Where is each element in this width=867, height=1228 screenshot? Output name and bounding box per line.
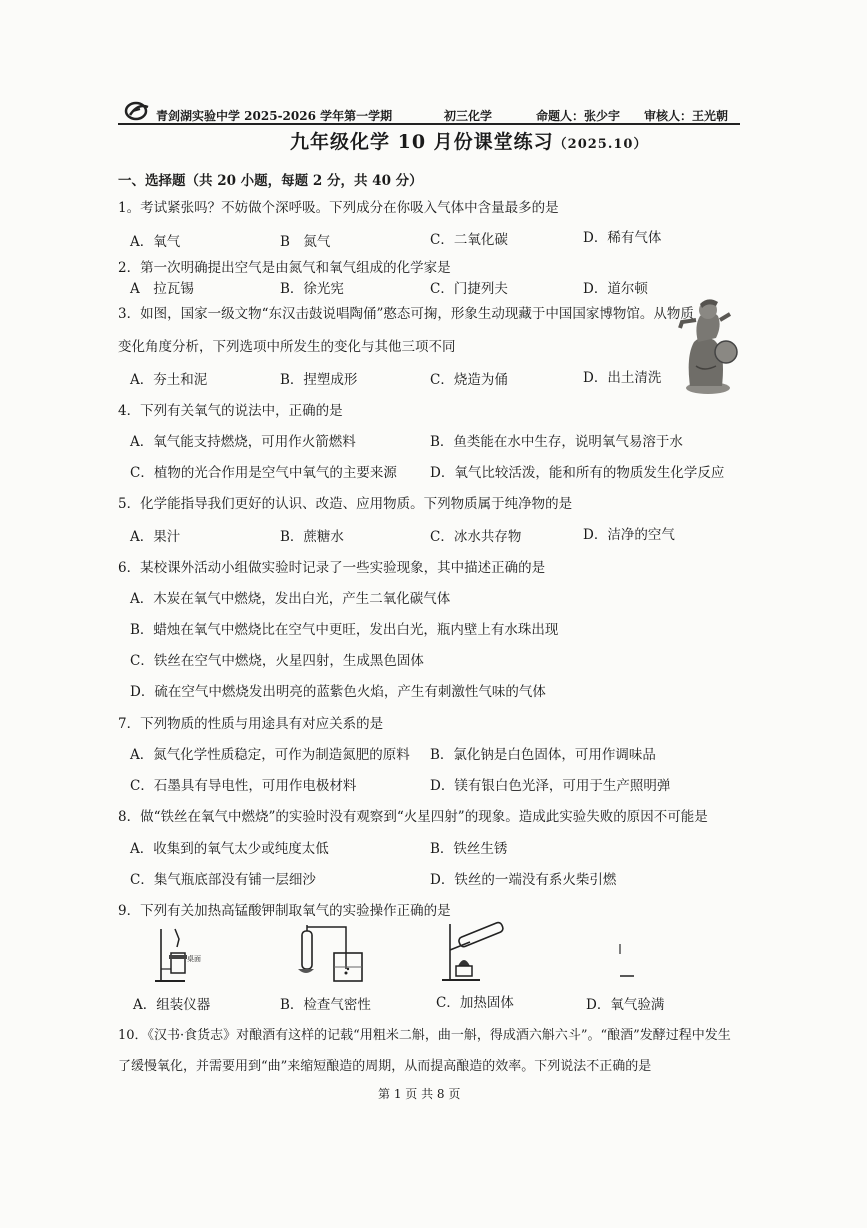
question-9-stem: 9．下列有关加热高锰酸钾制取氧气的实验操作正确的是 [118,903,451,919]
q2-option-d[interactable]: D．道尔顿 [583,281,648,297]
q7-option-c[interactable]: C．石墨具有导电性，可用作电极材料 [130,778,357,794]
q8-option-a[interactable]: A．收集到的氧气太少或纯度太低 [130,841,329,857]
setter-label: 命题人：张少宇 [536,109,621,123]
question-7-stem: 7．下列物质的性质与用途具有对应关系的是 [118,716,384,732]
q4-option-c[interactable]: C．植物的光合作用是空气中氧气的主要来源 [130,465,397,481]
question-3-stem: 3．如图，国家一级文物“东汉击鼓说唱陶俑”憨态可掬，形象生动现藏于中国国家博物馆。从物质 [118,306,694,322]
q8-option-d[interactable]: D．铁丝的一端没有系火柴引燃 [430,872,617,888]
q6-option-d[interactable]: D．硫在空气中燃烧发出明亮的蓝紫色火焰，产生有刺激性气味的气体 [130,684,546,700]
q1-option-c[interactable]: C．二氧化碳 [430,232,508,248]
q4-option-d[interactable]: D．氧气比较活泼，能和所有的物质发生化学反应 [430,465,725,481]
question-3-stem-line2: 变化角度分析，下列选项中所发生的变化与其他三项不同 [118,339,456,355]
q5-option-c[interactable]: C．冰水共存物 [430,529,522,545]
q6-option-b[interactable]: B．蜡烛在氧气中燃烧比在空气中更旺，发出白光，瓶内壁上有水珠出现 [130,622,559,638]
q6-option-c[interactable]: C．铁丝在空气中燃烧，火星四射，生成黑色固体 [130,653,424,669]
question-8-stem: 8．做“铁丝在氧气中燃烧”的实验时没有观察到“火星四射”的现象。造成此实验失败的原因不可能是 [118,809,708,825]
question-6-stem: 6．某校课外活动小组做实验时记录了一些实验现象，其中描述正确的是 [118,560,546,576]
q3-option-d[interactable]: D．出土清洗 [583,370,662,386]
reviewer-label: 审核人：王光朝 [644,109,729,123]
question-2-stem: 2．第一次明确提出空气是由氮气和氧气组成的化学家是 [118,260,451,276]
q6-option-a[interactable]: A．木炭在氧气中燃烧，发出白光，产生二氧化碳气体 [130,591,451,607]
page-header [118,104,740,124]
q7-option-a[interactable]: A．氮气化学性质稳定，可作为制造氮肥的原料 [130,747,410,763]
q4-option-b[interactable]: B．鱼类能在水中生存，说明氧气易溶于水 [430,434,683,450]
q9-option-a[interactable]: A．组装仪器 [133,997,211,1013]
q8-option-b[interactable]: B．铁丝生锈 [430,841,508,857]
q9-option-b[interactable]: B．检查气密性 [280,997,371,1013]
section-heading: 一、选择题（共 20 小题，每题 2 分，共 40 分） [118,173,423,189]
question-1-stem: 1。考试紧张吗？不妨做个深呼吸。下列成分在你吸入气体中含量最多的是 [118,200,559,216]
question-10-stem: 10．《汉书·食货志》对酿酒有这样的记载“用粗米二斛，曲一斛，得成酒六斛六斗”。“酿酒”发酵过程中发生 [118,1028,731,1043]
q5-option-d[interactable]: D．洁净的空气 [583,527,675,543]
q5-option-a[interactable]: A．果汁 [130,529,181,545]
question-10-stem-line2: 了缓慢氧化，并需要用到“曲”来缩短酿造的周期，从而提高酿造的效率。下列说法不正确的是 [118,1059,652,1074]
q5-option-b[interactable]: B．蔗糖水 [280,529,344,545]
title-date: （2025.10） [553,137,648,152]
q2-option-b[interactable]: B．徐光宪 [280,281,344,297]
q9-option-c[interactable]: C．加热固体 [436,995,514,1011]
airtightness-check-diagram [290,925,370,985]
question-4-stem: 4．下列有关氧气的说法中，正确的是 [118,403,343,419]
grade-label: 初三化学 [444,109,493,123]
q7-option-d[interactable]: D．镁有银白色光泽，可用于生产照明弹 [430,778,671,794]
q3-option-c[interactable]: C．烧造为俑 [430,372,508,388]
title-main: 九年级化学 10 月份课堂练习 [290,131,554,153]
question-5-stem: 5．化学能指导我们更好的认识、改造、应用物质。下列物质属于纯净物的是 [118,496,573,512]
q4-option-a[interactable]: A．氧气能支持燃烧，可用作火箭燃料 [130,434,356,450]
q1-option-a[interactable]: A．氧气 [130,234,181,250]
q3-option-a[interactable]: A．夯土和泥 [130,372,208,388]
school-name: 青剑湖实验中学 2025-2026 学年第一学期 [156,109,393,123]
svg-text:桌面: 桌面 [187,955,201,963]
q3-option-b[interactable]: B．捏塑成形 [280,372,358,388]
q8-option-c[interactable]: C．集气瓶底部没有铺一层细沙 [130,872,316,888]
oxygen-full-check-diagram [610,940,640,980]
page-footer: 第 1 页 共 8 页 [378,1087,461,1101]
pottery-figurine-image [676,296,738,396]
header-rule [118,123,740,125]
page-title [290,127,647,154]
q9-option-d[interactable]: D．氧气验满 [586,997,665,1013]
q7-option-b[interactable]: B．氯化钠是白色固体，可用作调味品 [430,747,656,763]
assemble-apparatus-diagram [155,925,205,985]
q1-option-d[interactable]: D．稀有气体 [583,230,662,246]
school-logo-icon [124,101,150,121]
q1-option-b[interactable]: B 氮气 [280,234,331,250]
q2-option-a[interactable]: A 拉瓦锡 [130,281,194,297]
heating-solid-diagram [440,920,510,985]
q2-option-c[interactable]: C．门捷列夫 [430,281,508,297]
